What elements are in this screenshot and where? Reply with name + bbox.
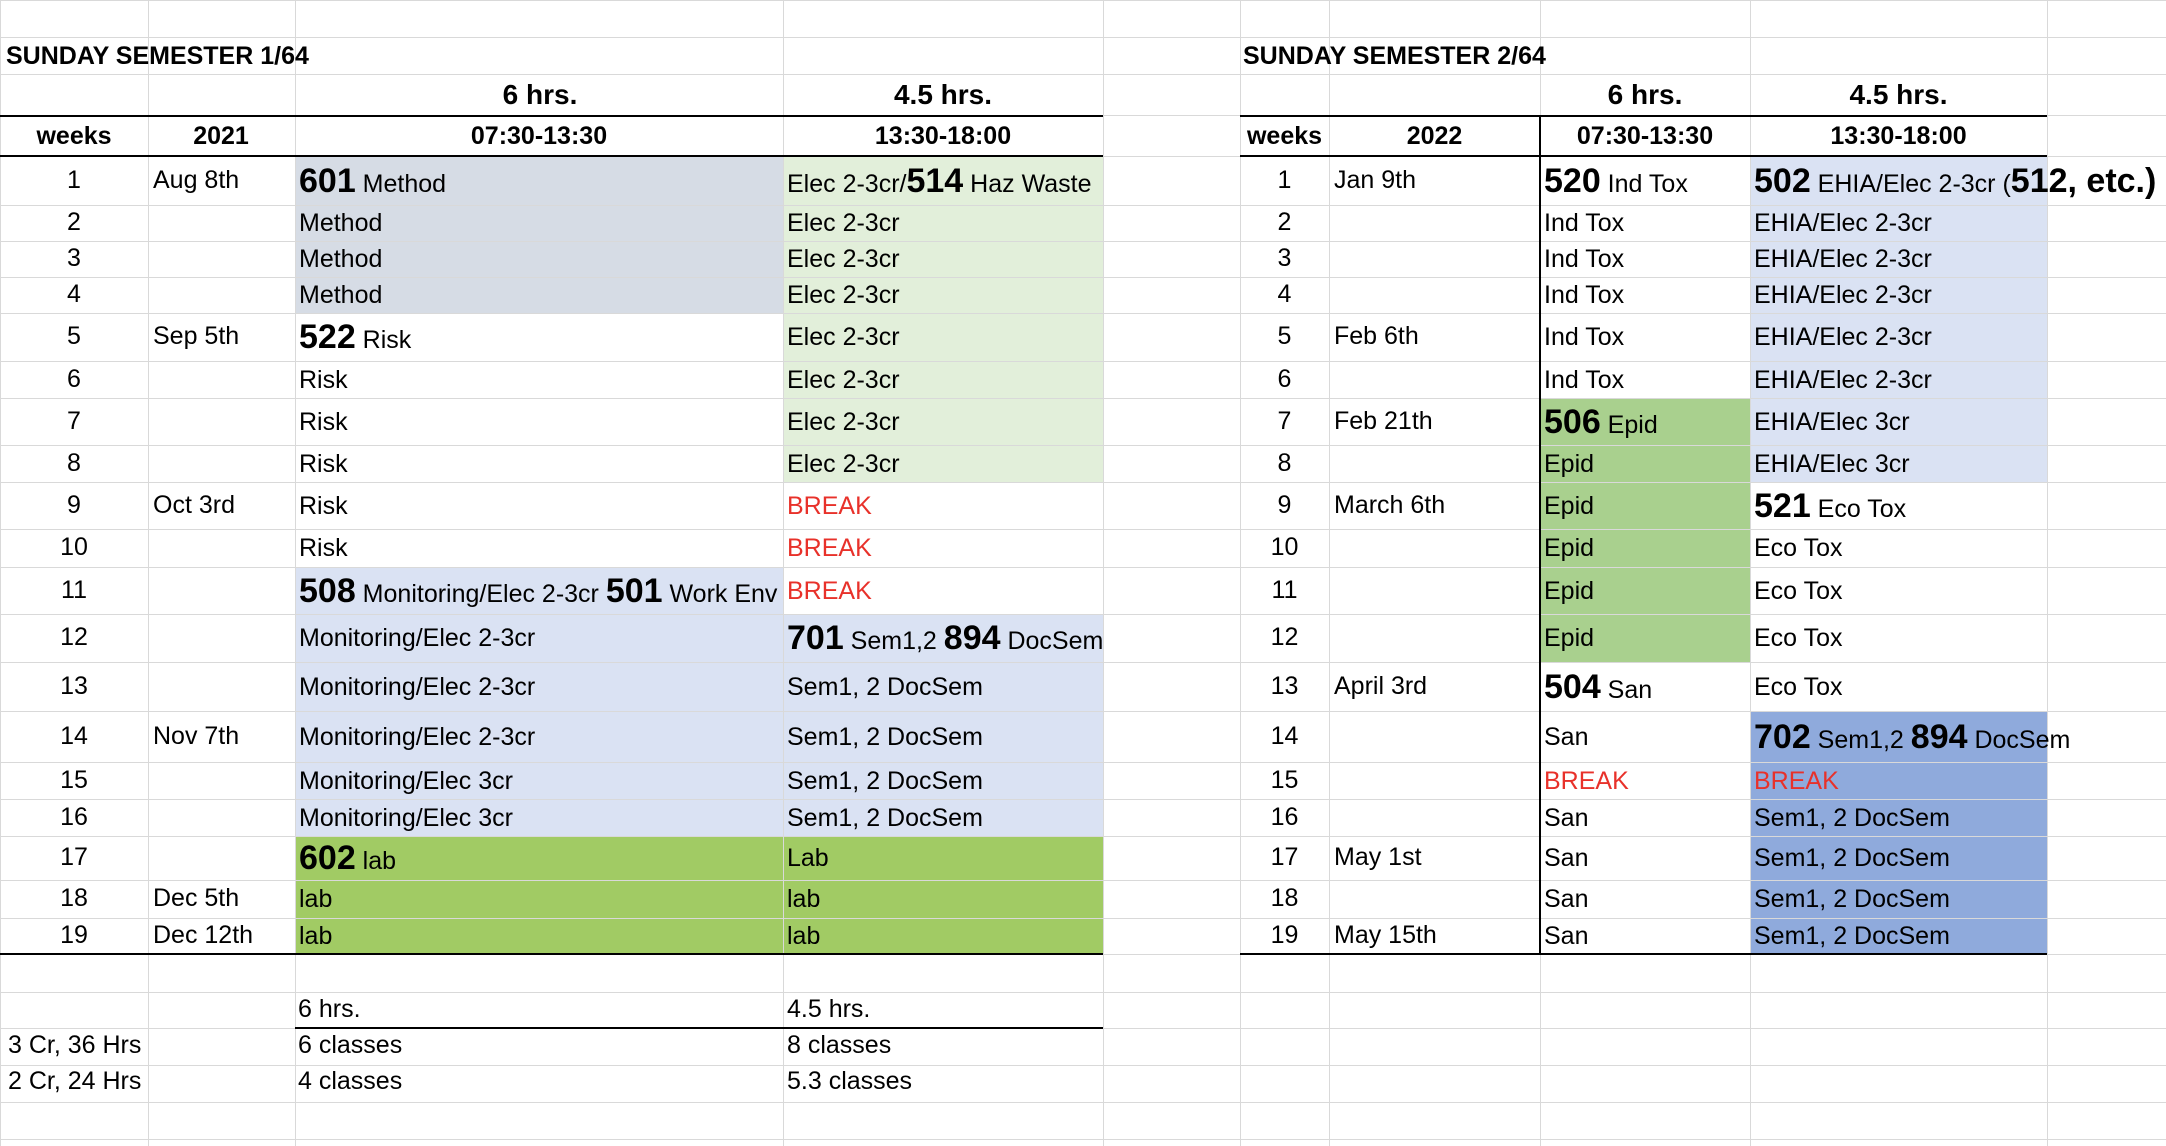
class-label: Work Env [662,579,778,608]
class-label: lab [299,922,333,950]
sem1-am-class-cell[interactable] [299,280,382,310]
summary-3cr-label[interactable]: 3 Cr, 36 Hrs [8,1031,142,1059]
sem1-week-number[interactable]: 1 [67,165,81,194]
sem2-am-class-cell[interactable] [1544,667,1653,706]
sem2-week-number[interactable]: 7 [1277,406,1292,435]
sem1-week-number[interactable]: 19 [60,921,88,949]
class-label: Eco Tox [1754,576,1843,605]
sem2-week-number[interactable]: 17 [1270,843,1299,871]
sem1-pm-class-cell[interactable] [787,280,900,310]
sem2-week-number[interactable]: 11 [1271,575,1298,604]
gridline-h [0,277,2166,278]
gridline-h [0,529,2166,530]
class-label: Elec 2-3cr [787,281,900,309]
class-label: Sem1, 2 DocSem [787,672,983,701]
sem2-week-number[interactable]: 3 [1277,244,1292,272]
break-label: BREAK [787,534,872,562]
course-code: 702 [1754,717,1811,756]
sem1-week-date[interactable]: Aug 8th [153,165,240,194]
sem2-am-class-cell[interactable] [1544,921,1588,951]
gridline-v [783,0,784,1146]
sem1-pm-class-cell[interactable] [787,533,872,563]
cell-border [1240,155,2047,157]
gridline-v [295,0,296,1146]
sem2-am-class-cell[interactable] [1544,491,1594,521]
sem1-col-year[interactable]: 2021 [193,122,249,150]
gridline-h [0,1065,2166,1066]
sem2-week-number[interactable]: 12 [1270,623,1299,651]
sem1-am-class-cell[interactable] [299,208,382,238]
sem1-am-class-cell[interactable] [299,491,348,521]
sem2-am-class-cell[interactable] [1544,533,1594,563]
cell-border [0,155,1103,157]
sem1-hours-am[interactable]: 6 hrs. [502,79,578,110]
course-code: 522 [299,318,356,356]
sem2-week-number[interactable]: 8 [1277,448,1292,477]
sem2-am-class-cell[interactable] [1544,803,1588,833]
sem2-pm-class-cell[interactable] [1754,407,1910,437]
class-label: Monitoring/Elec 2-3cr [299,624,536,652]
sem2-week-number[interactable]: 18 [1270,884,1299,912]
sem2-am-class-cell[interactable] [1544,576,1594,606]
class-label: Method [299,209,383,237]
sem2-am-class-cell[interactable] [1544,322,1624,352]
sem1-week-number[interactable]: 18 [60,884,88,912]
class-label: Epid [1544,449,1595,478]
sem2-am-class-cell[interactable] [1544,365,1624,395]
sem1-week-number[interactable]: 16 [60,802,88,831]
gridline-h [0,482,2166,483]
sem2-col-am[interactable]: 07:30-13:30 [1576,122,1714,150]
sem2-pm-class-cell[interactable] [1754,280,1932,310]
class-label: Monitoring/Elec 2-3cr [355,579,606,608]
summary-pm-hours[interactable]: 4.5 hrs. [787,995,871,1023]
class-label: Risk [299,407,348,436]
sem2-am-class-cell[interactable] [1544,766,1629,796]
sem2-week-number[interactable]: 10 [1270,533,1299,561]
sem1-week-date[interactable]: Dec 12th [153,921,254,949]
sem1-pm-class-cell[interactable] [787,766,983,796]
class-label: Elec 2-3cr/ [787,169,907,198]
gridline-h [0,711,2166,712]
sem1-week-number[interactable]: 12 [60,623,88,651]
sem1-col-am[interactable]: 07:30-13:30 [470,122,608,150]
gridline-h [0,836,2166,837]
cell-border [295,1027,1103,1029]
sem2-pm-class-cell[interactable] [1754,803,1950,833]
gridline-h [0,918,2166,919]
cell-border [0,953,1103,955]
class-label: Elec 2-3cr [787,245,900,273]
class-label: Sem1, 2 DocSem [787,766,983,795]
gridline-h [0,762,2166,763]
sem1-pm-class-cell[interactable] [787,803,983,833]
sem2-pm-class-cell[interactable] [1754,244,1932,274]
class-label: Risk [299,365,348,394]
sem1-pm-class-cell[interactable] [787,161,1092,200]
sem2-week-number[interactable]: 1 [1277,165,1292,194]
cell-fill [295,880,783,918]
sem2-week-number[interactable]: 15 [1270,765,1299,794]
sem2-pm-class-cell[interactable] [1754,884,1950,914]
sem1-pm-class-cell[interactable] [787,365,900,395]
sem1-week-number[interactable]: 7 [67,406,81,435]
sem1-title[interactable]: SUNDAY SEMESTER 1/64 [6,42,309,70]
break-label: BREAK [1754,766,1839,795]
sem2-pm-class-cell[interactable] [1754,449,1910,479]
class-label: Sem1, 2 DocSem [1754,803,1950,832]
sem1-week-number[interactable]: 10 [60,533,88,561]
sem2-week-date[interactable]: Feb 6th [1334,322,1419,350]
course-code: 501 [605,571,663,610]
sem1-am-class-cell[interactable] [299,533,348,563]
summary-3cr-pm[interactable]: 8 classes [787,1031,892,1059]
class-label: Method [355,169,447,198]
break-label: BREAK [1544,766,1629,795]
cell-border [1240,953,2047,955]
class-label: Method [299,245,383,273]
class-label: Monitoring/Elec 3cr [299,766,513,795]
class-label: San [1544,844,1589,872]
sem1-pm-class-cell[interactable] [787,407,900,437]
gridline-v [148,0,149,1146]
sem1-col-pm[interactable]: 13:30-18:00 [874,122,1012,150]
summary-3cr-am[interactable]: 6 classes [298,1031,403,1059]
course-code: 502 [1754,161,1811,200]
sem1-week-number[interactable]: 3 [67,244,81,272]
sem2-col-year[interactable]: 2022 [1406,122,1463,150]
course-code: 508 [299,571,356,610]
sem1-week-date[interactable]: Nov 7th [153,721,240,750]
course-code: 514 [906,161,964,200]
class-label: Ind Tox [1544,245,1625,273]
sem1-week-number[interactable]: 17 [60,843,88,871]
class-label: Elec 2-3cr [787,449,900,478]
sem2-am-class-cell[interactable] [1544,884,1588,914]
class-label: EHIA/Elec 3cr [1754,449,1910,478]
class-label: Lab [787,844,829,872]
class-label: Epid [1544,534,1595,562]
sem2-pm-class-cell[interactable] [1754,717,2071,756]
gridline-h [0,880,2166,881]
cell-fill [295,918,783,954]
gridline-h [0,241,2166,242]
sem2-pm-class-cell[interactable] [1754,623,1842,653]
gridline-h [0,614,2166,615]
course-code: 521 [1754,486,1811,525]
class-label: Risk [299,491,348,520]
gridline-h [0,205,2166,206]
class-label: Sem1,2 [1810,725,1911,754]
sem1-am-class-cell[interactable] [299,449,348,479]
class-label: EHIA/Elec 2-3cr ( [1810,169,2011,198]
sem2-pm-class-cell[interactable] [1754,322,1932,352]
sem2-week-number[interactable]: 2 [1277,208,1292,236]
class-label: Eco Tox [1754,534,1843,562]
sem2-am-class-cell[interactable] [1544,623,1594,653]
class-label: lab [355,847,397,875]
sem1-week-number[interactable]: 9 [67,490,81,519]
course-code: 506 [1544,402,1601,441]
sem1-pm-class-cell[interactable] [787,672,983,702]
sem2-am-class-cell[interactable] [1544,161,1688,200]
class-label: lab [299,885,333,913]
sem2-week-number[interactable]: 13 [1270,671,1299,700]
course-code: 894 [943,619,1001,657]
gridline-v [1329,0,1330,1146]
sem2-am-class-cell[interactable] [1544,722,1588,752]
cell-border [1539,115,1541,955]
gridline-h [0,74,2166,75]
sem1-pm-class-cell[interactable] [787,244,900,274]
sem1-week-number[interactable]: 8 [67,448,81,477]
sem1-pm-class-cell[interactable] [787,884,820,914]
class-label: Sem1, 2 DocSem [1754,844,1950,872]
sem1-am-class-cell[interactable] [299,407,348,437]
class-label: Elec 2-3cr [787,365,900,394]
class-label: Risk [299,534,348,562]
class-label: lab [787,922,821,950]
class-label: EHIA/Elec 2-3cr [1754,209,1932,237]
gridline-v [1103,0,1104,1146]
gridline-h [0,567,2166,568]
cell-fill [783,836,1103,880]
class-label: Epid [1600,410,1658,439]
sem2-am-class-cell[interactable] [1544,280,1624,310]
class-label: Sem1, 2 DocSem [787,803,983,832]
gridline-h [0,662,2166,663]
gridline-h [0,398,2166,399]
cell-fill [783,918,1103,954]
gridline-h [0,445,2166,446]
sem1-am-class-cell[interactable] [299,839,397,877]
sem1-week-date[interactable]: Dec 5th [153,884,240,912]
gridline-h [0,313,2166,314]
sem1-am-class-cell[interactable] [299,766,513,796]
sem2-am-class-cell[interactable] [1544,402,1658,441]
gridline-v [1750,0,1751,1146]
sem1-week-number[interactable]: 14 [60,721,88,750]
class-label: EHIA/Elec 2-3cr [1754,323,1932,351]
class-label: EHIA/Elec 3cr [1754,407,1910,436]
course-code: 504 [1544,667,1601,706]
summary-2cr-label[interactable]: 2 Cr, 24 Hrs [8,1067,142,1095]
gridline-h [0,37,2166,38]
sem1-week-number[interactable]: 2 [67,208,81,236]
sem2-pm-class-cell[interactable] [1754,766,1839,796]
sem2-title[interactable]: SUNDAY SEMESTER 2/64 [1243,42,1546,70]
sem1-week-date[interactable]: Sep 5th [153,322,240,350]
class-label: Elec 2-3cr [787,209,900,237]
sem2-pm-class-cell[interactable] [1754,921,1950,951]
class-label: EHIA/Elec 2-3cr [1754,245,1932,273]
summary-am-hours[interactable]: 6 hrs. [298,995,361,1023]
class-label: Epid [1544,576,1595,605]
sem2-pm-class-cell[interactable] [1754,161,2157,200]
class-label: Sem1,2 [843,627,944,655]
sem2-week-date[interactable]: April 3rd [1334,671,1428,700]
sem1-week-number[interactable]: 5 [67,322,81,350]
sem1-am-class-cell[interactable] [299,161,447,200]
sem1-hours-pm[interactable]: 4.5 hrs. [893,79,993,110]
sem1-pm-class-cell[interactable] [787,619,1104,657]
class-label: San [1600,675,1653,704]
sem2-week-date[interactable]: March 6th [1334,490,1446,519]
class-label: Monitoring/Elec 2-3cr [299,722,536,751]
class-label: Eco Tox [1810,494,1907,523]
class-label: Ind Tox [1544,209,1625,237]
class-label: EHIA/Elec 2-3cr [1754,281,1932,309]
class-label: Monitoring/Elec 3cr [299,803,513,832]
sem1-am-class-cell[interactable] [299,623,535,653]
class-label: Risk [355,326,412,354]
class-label: Eco Tox [1754,672,1843,701]
sem2-week-number[interactable]: 6 [1277,364,1292,393]
sem1-pm-class-cell[interactable] [787,576,872,606]
sem2-week-date[interactable]: May 1st [1334,843,1422,871]
sem2-col-weeks[interactable]: weeks [1246,122,1323,150]
sem2-pm-class-cell[interactable] [1754,208,1932,238]
class-label: Haz Waste [963,169,1092,198]
sem1-am-class-cell[interactable] [299,672,535,702]
sem2-week-number[interactable]: 9 [1277,490,1292,519]
sem1-am-class-cell[interactable] [299,318,412,356]
class-label: Ind Tox [1544,281,1625,309]
sem2-pm-class-cell[interactable] [1754,365,1932,395]
sem2-week-number[interactable]: 16 [1270,802,1299,831]
sem1-pm-class-cell[interactable] [787,491,872,521]
gridline-h [0,1139,2166,1140]
sem1-week-number[interactable]: 11 [61,575,87,604]
sem1-am-class-cell[interactable] [299,803,513,833]
sem1-am-class-cell[interactable] [299,884,332,914]
gridline-h [0,799,2166,800]
sem2-week-number[interactable]: 19 [1270,921,1299,949]
break-label: BREAK [787,576,872,605]
sem1-col-weeks[interactable]: weeks [36,122,112,150]
sem2-week-number[interactable]: 4 [1277,280,1292,308]
sem2-pm-class-cell[interactable] [1754,672,1842,702]
sem1-pm-class-cell[interactable] [787,449,900,479]
sem1-am-class-cell[interactable] [299,571,778,610]
sem1-pm-class-cell[interactable] [787,208,900,238]
class-label: San [1544,722,1589,751]
sem2-week-number[interactable]: 14 [1270,721,1299,750]
sem2-col-pm[interactable]: 13:30-18:00 [1830,122,1967,150]
class-label: Ind Tox [1600,169,1688,198]
gridline-h [0,0,2166,1]
sem1-am-class-cell[interactable] [299,722,535,752]
class-label: Sem1, 2 DocSem [1754,922,1950,950]
cell-border [1240,115,2047,117]
sem1-week-number[interactable]: 6 [67,364,81,393]
sem1-week-number[interactable]: 13 [60,671,88,700]
cell-border [0,115,1103,117]
class-label: Eco Tox [1754,624,1843,652]
sem1-pm-class-cell[interactable] [787,921,820,951]
sem2-week-date[interactable]: Feb 21th [1334,406,1433,435]
sem2-hours-am[interactable]: 6 hrs. [1607,79,1683,110]
class-label: Method [299,281,383,309]
class-label: Sem1, 2 DocSem [787,722,983,751]
sem1-am-class-cell[interactable] [299,365,348,395]
class-label: Ind Tox [1544,365,1625,394]
class-label: San [1544,922,1589,950]
course-code: 602 [299,839,356,877]
sem2-am-class-cell[interactable] [1544,244,1624,274]
sem1-pm-class-cell[interactable] [787,722,983,752]
course-code: 601 [299,161,356,200]
sem2-pm-class-cell[interactable] [1754,843,1950,873]
class-label: San [1544,803,1589,832]
sem2-am-class-cell[interactable] [1544,843,1588,873]
class-label: Risk [299,449,348,478]
class-label: DocSem [1000,627,1104,655]
sem2-pm-class-cell[interactable] [1754,576,1842,606]
sem1-am-class-cell[interactable] [299,921,332,951]
cell-fill [783,880,1103,918]
class-label: Sem1, 2 DocSem [1754,885,1950,913]
sem2-week-date[interactable]: Jan 9th [1334,165,1417,194]
class-label: Epid [1544,624,1595,652]
sem1-pm-class-cell[interactable] [787,843,829,873]
class-label: Elec 2-3cr [787,323,900,351]
sem2-week-date[interactable]: May 15th [1334,921,1437,949]
sem2-hours-pm[interactable]: 4.5 hrs. [1849,79,1948,110]
break-label: BREAK [787,491,872,520]
course-code: 512, etc.) [2010,161,2157,200]
sem2-week-number[interactable]: 5 [1277,322,1292,350]
sem2-am-class-cell[interactable] [1544,449,1594,479]
course-code: 894 [1910,717,1968,756]
summary-2cr-pm[interactable]: 5.3 classes [787,1067,913,1095]
class-label: DocSem [1967,725,2071,754]
class-label: San [1544,885,1589,913]
sem1-week-number[interactable]: 15 [60,765,88,794]
sem2-pm-class-cell[interactable] [1754,533,1842,563]
class-label: Monitoring/Elec 2-3cr [299,672,536,701]
sem1-week-number[interactable]: 4 [67,280,81,308]
sem1-pm-class-cell[interactable] [787,322,900,352]
summary-2cr-am[interactable]: 4 classes [298,1067,403,1095]
class-label: lab [787,885,821,913]
gridline-h [0,1102,2166,1103]
gridline-h [0,361,2166,362]
sem1-am-class-cell[interactable] [299,244,382,274]
class-label: Ind Tox [1544,323,1625,351]
course-code: 701 [787,619,844,657]
sem1-week-date[interactable]: Oct 3rd [153,490,235,519]
course-code: 520 [1544,161,1601,200]
class-label: Elec 2-3cr [787,407,900,436]
sem2-am-class-cell[interactable] [1544,208,1624,238]
gridline-h [0,992,2166,993]
sem2-pm-class-cell[interactable] [1754,486,1907,525]
class-label: Epid [1544,491,1595,520]
class-label: EHIA/Elec 2-3cr [1754,365,1932,394]
